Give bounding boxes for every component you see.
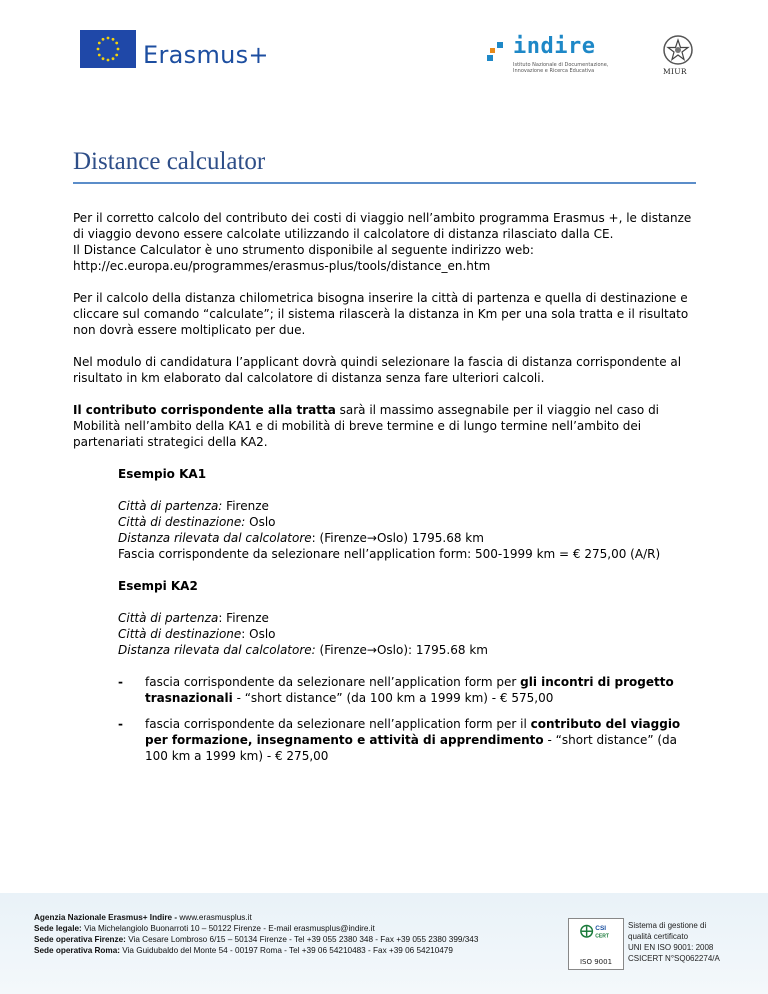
bullet-post: - “short distance” (da 100 km a 1999 km) - € 275,00: [145, 733, 678, 763]
contribution-text: sarà il massimo assegnabile per il viaggio nel caso di Mobilità nell’ambito della KA1 e di mobilità di breve termine e di lungo termine nell’ambito dei partenariati strategici della KA2.: [73, 403, 660, 449]
bullet-dash: -: [118, 717, 123, 731]
svg-text:CSI: CSI: [595, 924, 607, 932]
ka2-example: [118, 610, 693, 658]
bullet-dash: -: [118, 675, 123, 689]
footer-line-florence: Sede operativa Firenze: Via Cesare Lombroso 6/15 – 50134 Firenze - Tel +39 055 2380 348 - Fax +39 055 2380 399/343: [34, 935, 479, 944]
paragraph-intro: [73, 210, 693, 274]
paragraph-contribution: [73, 402, 693, 450]
list-item: [73, 716, 693, 764]
indire-subtitle: Istituto Nazionale di Documentazione, Innovazione e Ricerca Educativa: [513, 62, 609, 74]
ka2-distance-value: (Firenze→Oslo): 1795.68 km: [315, 643, 488, 657]
bullet-bold: gli incontri di progetto trasnazionali: [145, 675, 674, 705]
ka2-departure-value: : Firenze: [218, 611, 269, 625]
iso-label: ISO 9001: [579, 958, 613, 966]
ka1-destination-label: Città di destinazione:: [118, 515, 246, 529]
ka2-destination-label: Città di destinazione: [118, 627, 242, 641]
erasmus-plus-logo: Erasmus+: [143, 41, 269, 69]
csi-cert-logo: [568, 918, 624, 970]
bullet-post: - “short distance” (da 100 km a 1999 km) - € 575,00: [232, 691, 554, 705]
miur-label: MIUR: [663, 67, 687, 76]
cert-line: qualità certificato: [628, 932, 689, 941]
indire-squares-icon: [487, 42, 511, 64]
cert-line: CSICERT N°SQ062274/A: [628, 954, 720, 963]
bullet-pre: fascia corrispondente da selezionare nell’application form per il: [145, 717, 531, 731]
page-title: Distance calculator: [73, 148, 266, 175]
indire-logo: [487, 34, 609, 78]
cert-line: UNI EN ISO 9001: 2008: [628, 943, 714, 952]
ka1-departure-label: Città di partenza:: [118, 499, 223, 513]
title-divider: [73, 182, 696, 184]
ka2-heading: Esempi KA2: [118, 579, 198, 593]
ka2-destination-value: : Oslo: [241, 627, 276, 641]
bullet-bold: contributo del viaggio per formazione, insegnamento e attività di apprendimento: [145, 717, 681, 747]
document-body: [73, 210, 693, 774]
ka1-distance-value: : (Firenze→Oslo) 1795.68 km: [311, 531, 484, 545]
ka2-departure-label: Città di partenza: [118, 611, 219, 625]
paragraph-calculation: Per il calcolo della distanza chilometrica bisogna inserire la città di partenza e quella di destinazione e cliccare sul comando “calculate”; il sistema rilascerà la distanza in Km per una sola tratta e il risultato non dovrà essere moltiplicato per due.: [73, 291, 689, 337]
csi-cert-icon: [569, 919, 623, 955]
footer-line-rome: Sede operativa Roma: Via Guidubaldo del Monte 54 - 00197 Roma - Tel +39 06 54210483 - Fax +39 06 54210479: [34, 946, 453, 955]
intro-text: Per il corretto calcolo del contributo dei costi di viaggio nell’ambito programma Erasmus +, le distanze di viaggio devono essere calcolate utilizzando il calcolatore di distanza rilasciato dalla CE.: [73, 211, 692, 241]
distance-calculator-url[interactable]: http://ec.europa.eu/programmes/erasmus-plus/tools/distance_en.htm: [73, 259, 491, 273]
ka1-example: [118, 498, 693, 562]
cert-line: Sistema di gestione di: [628, 921, 707, 930]
eu-flag-icon: [80, 30, 136, 68]
ka1-destination-value: Oslo: [245, 515, 276, 529]
certification-info: [628, 920, 720, 964]
contribution-bold: Il contributo corrispondente alla tratta: [73, 403, 336, 417]
paragraph-application: Nel modulo di candidatura l’applicant dovrà quindi selezionare la fascia di distanza corrispondente al risultato in km elaborato dal calcolatore di distanza senza fare ulteriori calcoli.: [73, 355, 682, 385]
ka1-departure-value: Firenze: [222, 499, 269, 513]
list-item: [73, 674, 693, 706]
ka1-distance-label: Distanza rilevata dal calcolatore: [118, 531, 312, 545]
svg-text:CERT: CERT: [595, 933, 609, 940]
indire-wordmark: indire: [513, 34, 596, 59]
italian-republic-emblem-icon: [662, 34, 694, 66]
footer-address: [34, 912, 554, 956]
ka2-distance-label: Distanza rilevata dal calcolatore:: [118, 643, 316, 657]
bullet-pre: fascia corrispondente da selezionare nell’application form per: [145, 675, 521, 689]
footer-website-link[interactable]: www.erasmusplus.it: [179, 913, 252, 922]
footer-line-agency: Agenzia Nazionale Erasmus+ Indire - www.erasmusplus.it: [34, 913, 252, 922]
ka1-heading: Esempio KA1: [118, 467, 207, 481]
intro-tool-text: Il Distance Calculator è uno strumento disponibile al seguente indirizzo web:: [73, 243, 534, 257]
ka1-band: Fascia corrispondente da selezionare nell’application form: 500-1999 km = € 275,00 (A/R): [118, 547, 661, 561]
footer-line-legal: Sede legale: Via Michelangiolo Buonarroti 10 – 50122 Firenze - E-mail erasmusplus@indire.it: [34, 924, 375, 933]
